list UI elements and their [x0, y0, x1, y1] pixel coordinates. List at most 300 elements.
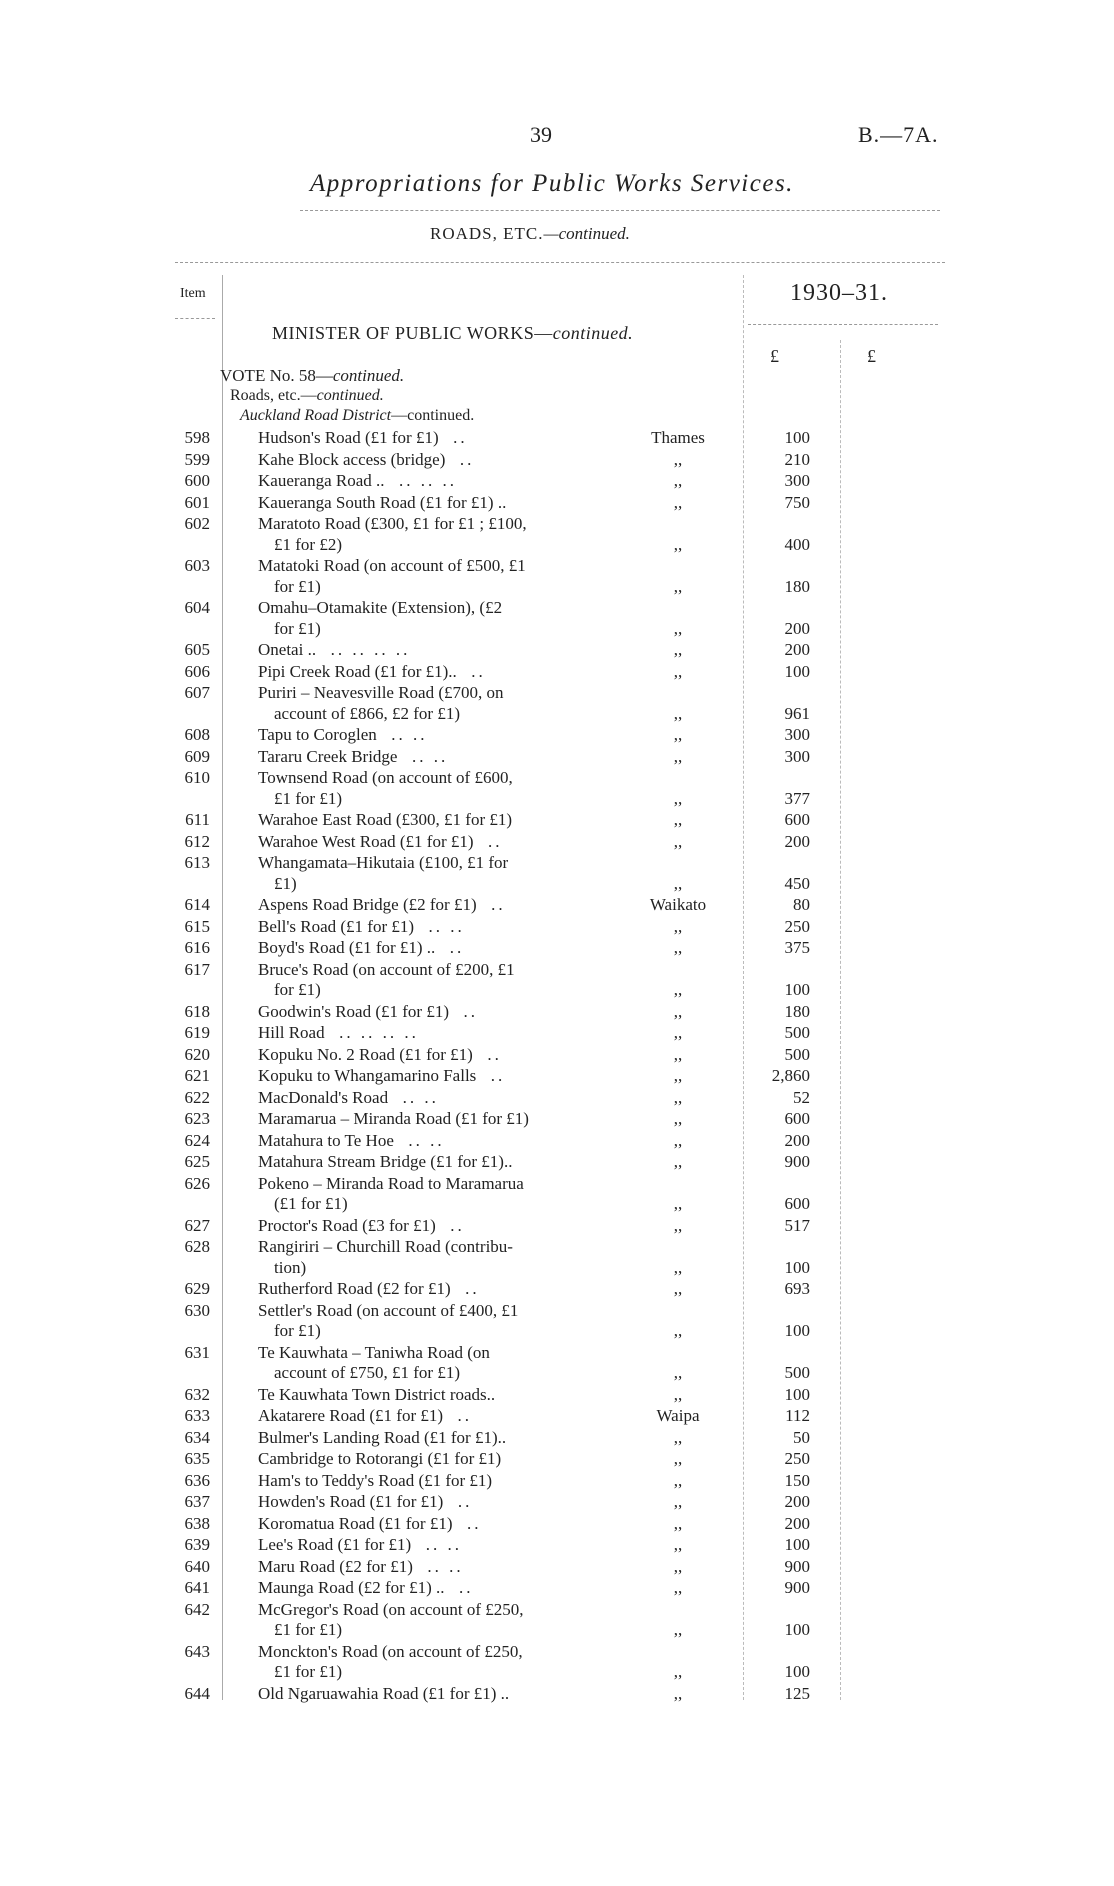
description-line: Kahe Block access (bridge) .. — [258, 449, 475, 469]
district-location: ,, — [673, 534, 683, 554]
description-line: tion) — [274, 1257, 307, 1277]
table-row — [0, 1471, 1114, 1492]
item-description — [258, 1428, 581, 1449]
item-column-header: Item — [180, 286, 206, 301]
district-location: ,, — [673, 788, 683, 808]
district-location: ,, — [673, 916, 683, 936]
item-description — [258, 556, 581, 597]
item-description — [258, 1343, 581, 1384]
item-number: 625 — [184, 1152, 210, 1171]
table-row — [0, 853, 1114, 894]
item-number: 616 — [184, 938, 210, 957]
item-number: 621 — [184, 1066, 210, 1085]
item-description — [258, 1449, 581, 1470]
item-number: 635 — [184, 1449, 210, 1468]
item-description — [258, 1557, 581, 1578]
district-location: ,, — [673, 810, 683, 829]
item-description — [258, 960, 581, 1001]
district-location: Thames — [651, 428, 705, 447]
district-location: ,, — [673, 1066, 683, 1085]
description-line: Settler's Road (on account of £400, £1 — [258, 1300, 519, 1320]
item-number: 617 — [184, 959, 210, 979]
table-row — [0, 514, 1114, 555]
amount-value: 100 — [784, 980, 810, 999]
vote-heading-continued: continued. — [332, 366, 405, 385]
description-line: Tararu Creek Bridge .. .. — [258, 746, 449, 766]
district-heading-text: Auckland Road District — [240, 407, 392, 424]
leader-dots: .. .. .. — [384, 471, 458, 490]
item-number: 626 — [184, 1173, 210, 1193]
item-number: 598 — [184, 428, 210, 447]
leader-dots: .. — [443, 1406, 473, 1425]
district-location: ,, — [673, 1556, 683, 1576]
leader-dots: .. — [476, 1066, 506, 1085]
district-location: ,, — [673, 1109, 683, 1128]
table-row — [0, 1578, 1114, 1599]
table-row — [0, 1131, 1114, 1152]
item-description — [258, 640, 581, 661]
vote-heading-text: VOTE No. 58— — [220, 366, 333, 385]
table-row — [0, 1428, 1114, 1449]
amount-value: 200 — [784, 618, 810, 638]
district-location: ,, — [673, 1513, 683, 1533]
amount-value: 100 — [784, 1257, 810, 1277]
description-line: £1 for £1) — [274, 1662, 342, 1681]
amount-value: 100 — [784, 1662, 810, 1681]
item-description — [258, 895, 581, 916]
year-header-rule — [748, 324, 938, 325]
item-description — [258, 471, 581, 492]
table-row — [0, 1406, 1114, 1427]
item-description — [258, 1279, 581, 1300]
district-location: ,, — [673, 471, 683, 490]
amount-value: 100 — [784, 1321, 810, 1340]
district-location: ,, — [673, 492, 683, 512]
description-line: Proctor's Road (£3 for £1) .. — [258, 1215, 465, 1235]
description-line: Koromatua Road (£1 for £1) .. — [258, 1513, 482, 1533]
amount-value: 450 — [784, 873, 810, 893]
amount-value: 500 — [784, 1044, 810, 1064]
item-description — [258, 1237, 581, 1278]
description-line: Onetai .. .. .. .. .. — [258, 640, 411, 659]
description-line: Ham's to Teddy's Road (£1 for £1) — [258, 1470, 493, 1490]
description-line: Boyd's Road (£1 for £1) .. .. — [258, 938, 465, 957]
leader-dots: .. .. — [397, 746, 449, 766]
description-line: Goodwin's Road (£1 for £1) .. — [258, 1001, 478, 1021]
table-row — [0, 1045, 1114, 1066]
description-line: Omahu–Otamakite (Extension), (£2 — [258, 598, 503, 617]
description-line: for £1) — [274, 1321, 321, 1340]
district-location: ,, — [673, 1279, 683, 1298]
description-line: £1) — [274, 873, 297, 893]
item-description — [258, 662, 581, 683]
description-line: Maru Road (£2 for £1) .. .. — [258, 1556, 464, 1576]
amount-value: 500 — [784, 1363, 810, 1382]
district-location: ,, — [673, 873, 683, 893]
district-location: ,, — [673, 831, 683, 851]
district-location: ,, — [673, 1449, 683, 1468]
description-line: Te Kauwhata – Taniwha Road (on — [258, 1342, 490, 1362]
currency-symbol: £ — [770, 346, 779, 366]
description-line: for £1) — [274, 980, 321, 999]
description-line: for £1) — [274, 618, 321, 638]
item-description — [258, 1216, 581, 1237]
district-location: ,, — [673, 725, 683, 744]
description-line: Whangamata–Hikutaia (£100, £1 for — [258, 853, 509, 872]
item-number: 599 — [184, 449, 210, 469]
leader-dots: .. — [435, 1215, 465, 1235]
document-reference: B.—7A. — [858, 122, 939, 147]
district-location: ,, — [673, 640, 683, 659]
table-row — [0, 1023, 1114, 1044]
item-number: 619 — [184, 1023, 210, 1042]
table-row — [0, 1279, 1114, 1300]
description-line: MacDonald's Road .. .. — [258, 1087, 439, 1107]
amount-value: 200 — [784, 1513, 810, 1533]
table-row — [0, 1066, 1114, 1087]
district-location: ,, — [673, 1087, 683, 1107]
amount-value: 750 — [784, 492, 810, 512]
district-location: ,, — [673, 449, 683, 469]
section-subtitle — [430, 224, 630, 244]
item-number: 601 — [184, 492, 210, 512]
table-row — [0, 1535, 1114, 1556]
description-line: Maramarua – Miranda Road (£1 for £1) — [258, 1109, 529, 1128]
item-description — [258, 514, 581, 555]
table-row — [0, 471, 1114, 492]
item-description — [258, 810, 581, 831]
amount-value: 112 — [785, 1406, 810, 1425]
amount-value: 210 — [784, 449, 810, 469]
leader-dots: .. .. — [376, 725, 428, 744]
leader-dots: .. .. — [414, 916, 465, 936]
amount-value: 80 — [793, 895, 810, 914]
item-number: 638 — [184, 1513, 210, 1533]
description-line: Townsend Road (on account of £600, — [258, 768, 513, 787]
item-number: 600 — [184, 471, 210, 490]
item-description — [258, 747, 581, 768]
district-location: ,, — [673, 1321, 683, 1340]
district-location: ,, — [673, 1044, 683, 1064]
amount-value: 150 — [784, 1470, 810, 1490]
item-number: 642 — [184, 1599, 210, 1619]
item-description — [258, 1152, 581, 1173]
table-row — [0, 1385, 1114, 1406]
item-number: 609 — [184, 746, 210, 766]
year-column-header: 1930–31. — [790, 280, 888, 306]
table-row — [0, 640, 1114, 661]
item-number: 636 — [184, 1470, 210, 1490]
table-row — [0, 428, 1114, 449]
table-row — [0, 1002, 1114, 1023]
item-number: 602 — [184, 514, 210, 533]
district-location: ,, — [673, 661, 683, 681]
item-number: 620 — [184, 1044, 210, 1064]
amount-value: 250 — [784, 916, 810, 936]
amount-value: 180 — [784, 576, 810, 596]
amount-value: 961 — [784, 703, 810, 723]
table-row — [0, 1449, 1114, 1470]
item-number: 607 — [184, 683, 210, 702]
item-number: 608 — [184, 725, 210, 744]
amount-value: 600 — [784, 810, 810, 829]
leader-dots: .. .. — [388, 1087, 439, 1107]
table-row — [0, 1343, 1114, 1384]
item-description — [258, 853, 581, 894]
item-number: 631 — [184, 1342, 210, 1362]
amount-value: 900 — [784, 1556, 810, 1576]
table-row — [0, 1301, 1114, 1342]
description-line: Aspens Road Bridge (£2 for £1) .. — [258, 895, 506, 914]
description-line: Kopuku No. 2 Road (£1 for £1) .. — [258, 1044, 502, 1064]
item-description — [258, 1514, 581, 1535]
subtitle-main: ROADS, ETC. — [430, 224, 544, 243]
item-description — [258, 832, 581, 853]
table-row — [0, 1492, 1114, 1513]
item-number: 618 — [184, 1001, 210, 1021]
item-number: 615 — [184, 916, 210, 936]
item-number: 622 — [184, 1087, 210, 1107]
table-row — [0, 598, 1114, 639]
description-line: £1 for £1) — [274, 788, 342, 808]
leader-dots: .. .. — [412, 1556, 464, 1576]
amount-value: 900 — [784, 1152, 810, 1171]
item-description — [258, 1385, 581, 1406]
district-location: ,, — [673, 1194, 683, 1213]
item-description — [258, 1684, 581, 1705]
amount-value: 300 — [784, 471, 810, 490]
table-row — [0, 556, 1114, 597]
currency-symbol: £ — [867, 346, 876, 366]
item-description — [258, 1066, 581, 1087]
description-line: £1 for £1) — [274, 1620, 342, 1639]
description-line: Puriri – Neavesville Road (£700, on — [258, 683, 504, 702]
description-line: Hudson's Road (£1 for £1) .. — [258, 428, 468, 447]
leader-dots: .. .. .. .. — [324, 1023, 419, 1042]
leader-dots: .. — [438, 428, 468, 447]
district-location: ,, — [673, 1578, 683, 1597]
amount-value: 500 — [784, 1023, 810, 1042]
item-description — [258, 725, 581, 746]
description-line: Maratoto Road (£300, £1 for £1 ; £100, — [258, 514, 527, 533]
description-line: Matahura Stream Bridge (£1 for £1).. — [258, 1152, 513, 1171]
table-row — [0, 895, 1114, 916]
item-description — [258, 1406, 581, 1427]
table-row — [0, 1642, 1114, 1683]
district-location: ,, — [673, 576, 683, 596]
district-location: ,, — [673, 703, 683, 723]
item-number: 643 — [184, 1641, 210, 1661]
district-location: ,, — [673, 1257, 683, 1277]
description-line: Lee's Road (£1 for £1) .. .. — [258, 1535, 462, 1554]
description-line: £1 for £2) — [274, 534, 342, 554]
leader-dots: .. .. .. .. — [316, 640, 411, 659]
amount-value: 200 — [784, 1130, 810, 1150]
item-number: 614 — [184, 895, 210, 914]
district-heading-continued: —continued. — [391, 407, 475, 424]
item-header-rule — [175, 318, 215, 319]
item-description — [258, 1088, 581, 1109]
district-location: ,, — [673, 1620, 683, 1639]
table-top-rule — [175, 262, 945, 263]
description-line: Akatarere Road (£1 for £1) .. — [258, 1406, 473, 1425]
description-line: Matatoki Road (on account of £500, £1 — [258, 556, 526, 575]
item-number: 605 — [184, 640, 210, 659]
amount-value: 300 — [784, 725, 810, 744]
item-number: 633 — [184, 1406, 210, 1425]
item-description — [258, 938, 581, 959]
leader-dots: .. .. — [393, 1130, 445, 1150]
item-description — [258, 450, 581, 471]
roads-heading-text: Roads, etc.— — [230, 387, 317, 404]
district-location: ,, — [673, 1384, 683, 1404]
amount-value: 100 — [784, 1384, 810, 1404]
item-description — [258, 428, 581, 449]
table-row — [0, 1109, 1114, 1130]
district-location: ,, — [673, 1470, 683, 1490]
leader-dots: .. — [445, 449, 475, 469]
amount-value: 100 — [784, 1620, 810, 1639]
leader-dots: .. — [435, 938, 465, 957]
subtitle-continued: —continued. — [543, 224, 630, 243]
item-description — [258, 1642, 581, 1683]
amount-value: 600 — [784, 1194, 810, 1213]
item-description — [258, 1301, 581, 1342]
description-line: Old Ngaruawahia Road (£1 for £1) .. — [258, 1683, 510, 1703]
leader-dots: .. — [448, 1001, 478, 1021]
description-line: McGregor's Road (on account of £250, — [258, 1599, 524, 1619]
amount-value: 375 — [784, 938, 810, 957]
description-line: Pipi Creek Road (£1 for £1).. .. — [258, 661, 486, 681]
table-row — [0, 1514, 1114, 1535]
item-description — [258, 1045, 581, 1066]
amount-value: 52 — [793, 1087, 810, 1107]
table-row — [0, 917, 1114, 938]
item-number: 630 — [184, 1300, 210, 1320]
leader-dots: .. — [472, 1044, 502, 1064]
item-number: 639 — [184, 1535, 210, 1554]
item-description — [258, 598, 581, 639]
description-line: Warahoe West Road (£1 for £1) .. — [258, 831, 503, 851]
description-line: Howden's Road (£1 for £1) .. — [258, 1492, 473, 1511]
amount-value: 200 — [784, 1492, 810, 1511]
description-line: Bulmer's Landing Road (£1 for £1).. — [258, 1427, 507, 1447]
item-description — [258, 1578, 581, 1599]
page-title: Appropriations for Public Works Services. — [310, 170, 794, 197]
table-row — [0, 1600, 1114, 1641]
item-description — [258, 683, 581, 724]
item-number: 628 — [184, 1237, 210, 1256]
table-row — [0, 960, 1114, 1001]
district-location: ,, — [673, 938, 683, 957]
amount-value: 50 — [793, 1427, 810, 1447]
item-number: 610 — [184, 768, 210, 787]
description-line: Te Kauwhata Town District roads.. — [258, 1384, 496, 1404]
item-number: 611 — [185, 810, 210, 829]
item-number: 604 — [184, 598, 210, 617]
description-line: Bruce's Road (on account of £200, £1 — [258, 959, 515, 979]
item-description — [258, 1600, 581, 1641]
item-description — [258, 1471, 581, 1492]
item-description — [258, 1109, 581, 1130]
amount-value: 100 — [784, 661, 810, 681]
amount-value: 377 — [784, 788, 810, 808]
district-location: Waikato — [649, 895, 707, 914]
district-location: ,, — [673, 1427, 683, 1447]
minister-heading-continued: continued. — [552, 323, 634, 343]
table-row — [0, 810, 1114, 831]
amount-value: 2,860 — [771, 1066, 810, 1085]
item-number: 624 — [184, 1130, 210, 1150]
amount-value: 180 — [784, 1001, 810, 1021]
description-line: for £1) — [274, 576, 321, 596]
item-number: 634 — [184, 1427, 210, 1447]
item-description — [258, 493, 581, 514]
table-row — [0, 938, 1114, 959]
item-number: 644 — [184, 1683, 210, 1703]
table-row — [0, 1174, 1114, 1215]
table-row — [0, 1216, 1114, 1237]
description-line: Maunga Road (£2 for £1) .. .. — [258, 1578, 474, 1597]
amount-value: 200 — [784, 831, 810, 851]
table-row — [0, 725, 1114, 746]
minister-heading-text: MINISTER OF PUBLIC WORKS— — [272, 323, 553, 343]
district-location: ,, — [673, 1023, 683, 1042]
leader-dots: .. — [450, 1279, 480, 1298]
item-number: 623 — [184, 1109, 210, 1128]
amount-value: 300 — [784, 746, 810, 766]
leader-dots: .. — [444, 1578, 474, 1597]
district-location: ,, — [673, 1683, 683, 1703]
item-description — [258, 1174, 581, 1215]
title-rule — [300, 210, 940, 211]
leader-dots: .. — [456, 661, 486, 681]
district-location: ,, — [673, 1215, 683, 1235]
table-row — [0, 1557, 1114, 1578]
description-line: Kaueranga Road .. .. .. .. — [258, 471, 458, 490]
amount-value: 517 — [784, 1215, 810, 1235]
vote-heading — [220, 366, 404, 386]
description-line: Tapu to Coroglen .. .. — [258, 725, 428, 744]
leader-dots: .. .. — [411, 1535, 462, 1554]
roads-heading — [230, 387, 384, 405]
description-line: Rutherford Road (£2 for £1) .. — [258, 1279, 480, 1298]
item-description — [258, 917, 581, 938]
table-row — [0, 683, 1114, 724]
description-line: Kaueranga South Road (£1 for £1) .. — [258, 492, 507, 512]
district-location: ,, — [673, 1535, 683, 1554]
description-line: account of £750, £1 for £1) — [274, 1363, 461, 1382]
description-line: Monckton's Road (on account of £250, — [258, 1641, 523, 1661]
item-number: 612 — [184, 831, 210, 851]
district-location: ,, — [673, 980, 683, 999]
district-location: ,, — [673, 618, 683, 638]
district-location: ,, — [673, 746, 683, 766]
description-line: Kopuku to Whangamarino Falls .. — [258, 1066, 506, 1085]
district-location: Waipa — [656, 1406, 700, 1425]
item-number: 629 — [184, 1279, 210, 1298]
description-line: Cambridge to Rotorangi (£1 for £1) — [258, 1449, 502, 1468]
item-number: 641 — [184, 1578, 210, 1597]
description-line: Matahura to Te Hoe .. .. — [258, 1130, 445, 1150]
district-location: ,, — [673, 1001, 683, 1021]
table-row — [0, 493, 1114, 514]
item-number: 627 — [184, 1215, 210, 1235]
description-line: (£1 for £1) — [274, 1194, 348, 1213]
district-location: ,, — [673, 1492, 683, 1511]
leader-dots: .. — [473, 831, 503, 851]
amount-value: 100 — [784, 1535, 810, 1554]
